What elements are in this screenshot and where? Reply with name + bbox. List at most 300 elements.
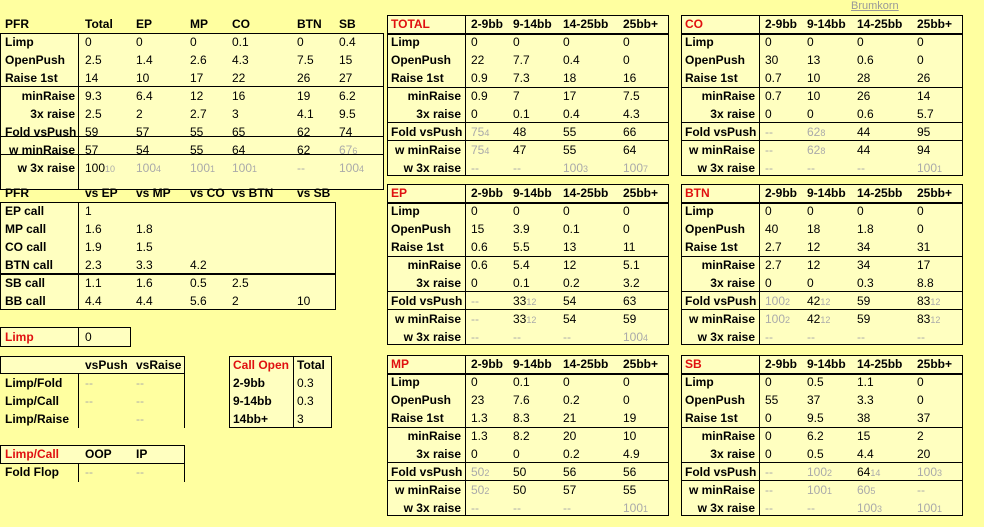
value-cell: 0: [471, 447, 478, 461]
value-cell: 13: [807, 53, 821, 67]
pos-title: BTN: [685, 186, 710, 200]
sample-size: 8: [820, 128, 826, 138]
value-cell: 2.6: [190, 53, 207, 67]
value-cell: --: [136, 412, 144, 426]
value-cell: 0.5: [807, 447, 824, 461]
value-cell: 0: [765, 276, 772, 290]
sample-size: 6: [352, 146, 358, 156]
value-cell: 47: [513, 143, 527, 157]
col-header: 2-9bb: [471, 186, 504, 200]
pfr-title: PFR: [5, 17, 29, 31]
value-cell: --: [765, 330, 773, 344]
value-cell: 14: [85, 71, 99, 85]
col-header: vs SB: [297, 186, 331, 200]
divider: [184, 374, 185, 428]
value-cell: 1001: [232, 161, 258, 175]
value-cell: 0: [765, 447, 772, 461]
divider: [78, 327, 79, 347]
value-cell: 6.4: [136, 89, 153, 103]
value-cell: --: [136, 394, 144, 408]
sample-size: 2: [785, 297, 791, 307]
row-label: OpenPush: [391, 393, 452, 407]
value-cell: 0.1: [513, 276, 530, 290]
divider: [78, 464, 79, 482]
value-cell: 0: [471, 276, 478, 290]
value-cell: 628: [807, 125, 826, 139]
sample-size: 14: [870, 468, 881, 478]
row-label: minRaise: [407, 429, 461, 443]
value-cell: 0.3: [297, 394, 314, 408]
value-cell: --: [85, 376, 93, 390]
row-label: w 3x raise: [697, 501, 755, 515]
col-header: 14-25bb: [563, 17, 609, 31]
value-cell: 44: [857, 125, 871, 139]
row-label: minRaise: [407, 89, 461, 103]
value-cell: 3312: [513, 294, 537, 308]
value-cell: 55: [765, 393, 779, 407]
limp-call-title: Limp/Call: [5, 447, 60, 461]
sample-size: 4: [484, 128, 490, 138]
row-label: w minRaise: [8, 143, 75, 157]
value-cell: --: [857, 161, 865, 175]
value-cell: 0.5: [190, 276, 207, 290]
row-label: OpenPush: [391, 222, 452, 236]
sample-size: 1: [210, 164, 216, 174]
sample-size: 8: [820, 146, 826, 156]
value-cell: 0.6: [857, 53, 874, 67]
value-cell: --: [471, 501, 479, 515]
value-cell: 4.3: [232, 53, 249, 67]
pfr-col-header: MP: [190, 17, 208, 31]
value-cell: 7.3: [513, 71, 530, 85]
row-label: w 3x raise: [403, 501, 461, 515]
value-cell: 30: [765, 53, 779, 67]
pos-title: TOTAL: [391, 17, 430, 31]
value-cell: 1.5: [136, 240, 153, 254]
value-cell: 10: [807, 71, 821, 85]
value-cell: 50: [513, 465, 527, 479]
row-label: minRaise: [701, 89, 755, 103]
value-cell: 55: [190, 125, 204, 139]
value-cell: --: [857, 330, 865, 344]
value-cell: 18: [807, 222, 821, 236]
divider: [293, 356, 294, 428]
row-label: Limp: [685, 375, 714, 389]
value-cell: 16: [623, 71, 637, 85]
value-cell: 8.8: [917, 276, 934, 290]
value-cell: 0: [623, 53, 630, 67]
limp-label: Limp: [5, 330, 34, 344]
value-cell: --: [807, 161, 815, 175]
value-cell: 1004: [136, 161, 162, 175]
value-cell: 0.1: [513, 375, 530, 389]
row-label: CO call: [5, 240, 47, 254]
value-cell: 1.6: [85, 222, 102, 236]
row-label: 3x raise: [416, 447, 461, 461]
value-cell: --: [471, 312, 479, 326]
col-header: 9-14bb: [807, 186, 846, 200]
value-cell: --: [471, 161, 479, 175]
value-cell: 0: [765, 429, 772, 443]
value-cell: 54: [563, 294, 577, 308]
pfr-col-header: Total: [85, 17, 113, 31]
row-label: Fold vsPush: [5, 125, 77, 139]
sample-size: 4: [643, 333, 649, 343]
value-cell: 0.9: [471, 89, 488, 103]
row-label: Raise 1st: [391, 71, 444, 85]
value-cell: --: [807, 501, 815, 515]
row-label: OpenPush: [685, 393, 746, 407]
value-cell: 2.3: [85, 258, 102, 272]
value-cell: 5.4: [513, 258, 530, 272]
value-cell: --: [917, 330, 925, 344]
value-cell: 0: [623, 375, 630, 389]
sample-size: 12: [820, 297, 831, 307]
row-label: 3x raise: [416, 276, 461, 290]
pos-title: CO: [685, 17, 703, 31]
pfr-col-header: CO: [232, 17, 250, 31]
value-cell: 62: [297, 143, 311, 157]
pos-title: SB: [685, 357, 702, 371]
value-cell: 4.4: [857, 447, 874, 461]
value-cell: 0.3: [297, 376, 314, 390]
value-cell: 0: [623, 204, 630, 218]
value-cell: 502: [471, 465, 490, 479]
col-header: 25bb+: [917, 357, 953, 371]
value-cell: --: [563, 330, 571, 344]
value-cell: 8.2: [513, 429, 530, 443]
divider: [759, 15, 760, 176]
value-cell: 50: [513, 483, 527, 497]
sample-size: 3: [583, 164, 589, 174]
row-label: minRaise: [407, 258, 461, 272]
row-label: w minRaise: [394, 143, 461, 157]
value-cell: 48: [513, 125, 527, 139]
value-cell: 0: [136, 35, 143, 49]
value-cell: 57: [136, 125, 150, 139]
value-cell: 1004: [623, 330, 649, 344]
row-label: OpenPush: [5, 53, 66, 67]
row-label: Limp: [391, 204, 420, 218]
row-label: 3x raise: [710, 107, 755, 121]
value-cell: 57: [85, 143, 99, 157]
value-cell: 4212: [807, 294, 831, 308]
value-cell: 0: [765, 411, 772, 425]
value-cell: 56: [563, 465, 577, 479]
col-header: 2-9bb: [471, 17, 504, 31]
sample-size: 12: [930, 297, 941, 307]
value-cell: 55: [623, 483, 637, 497]
value-cell: 13: [563, 240, 577, 254]
value-cell: 12: [807, 240, 821, 254]
col-header: vs BTN: [232, 186, 274, 200]
value-cell: 0: [917, 393, 924, 407]
value-cell: 0.6: [857, 107, 874, 121]
row-label: 14bb+: [233, 412, 269, 426]
value-cell: 11: [623, 240, 636, 254]
value-cell: --: [765, 143, 773, 157]
value-cell: 0: [917, 375, 924, 389]
row-label: OpenPush: [685, 222, 746, 236]
value-cell: 12: [807, 258, 821, 272]
value-cell: 12: [190, 89, 204, 103]
value-cell: 0.3: [857, 276, 874, 290]
row-label: Fold Flop: [5, 465, 59, 479]
row-label: OpenPush: [685, 53, 746, 67]
sample-size: 2: [484, 468, 490, 478]
sample-size: 10: [105, 164, 116, 174]
value-cell: 1.1: [85, 276, 102, 290]
divider: [78, 202, 79, 310]
sample-size: 7: [643, 164, 649, 174]
col-header: vs MP: [136, 186, 171, 200]
row-label: Raise 1st: [685, 411, 738, 425]
row-label: w minRaise: [394, 312, 461, 326]
value-cell: 1001: [807, 483, 833, 497]
value-cell: 628: [807, 143, 826, 157]
row-label: Limp/Call: [5, 394, 60, 408]
call-open-title: Call Open: [233, 358, 290, 372]
value-cell: 27: [339, 71, 353, 85]
value-cell: 56: [623, 465, 637, 479]
col-header: 2-9bb: [471, 357, 504, 371]
sample-size: 1: [937, 164, 943, 174]
value-cell: 10010: [85, 161, 116, 175]
value-cell: 2: [917, 429, 924, 443]
value-cell: 1002: [765, 294, 791, 308]
value-cell: 1.6: [136, 276, 153, 290]
row-label: EP call: [5, 204, 45, 218]
value-cell: 0.6: [471, 258, 488, 272]
pfr-col-header: EP: [136, 17, 153, 31]
row-label: Raise 1st: [391, 240, 444, 254]
col-header: 2-9bb: [765, 186, 798, 200]
col-header: 14-25bb: [563, 186, 609, 200]
value-cell: 0.5: [807, 375, 824, 389]
value-cell: 16: [232, 89, 246, 103]
value-cell: 0: [917, 222, 924, 236]
row-label: BTN call: [5, 258, 54, 272]
value-cell: --: [765, 465, 773, 479]
row-label: 2-9bb: [233, 376, 266, 390]
value-cell: 12: [563, 258, 577, 272]
value-cell: 0: [765, 107, 772, 121]
col-header: IP: [136, 447, 148, 461]
sample-size: 5: [870, 486, 876, 496]
sample-size: 4: [359, 164, 365, 174]
value-cell: 6.2: [339, 89, 356, 103]
col-header: 9-14bb: [513, 17, 552, 31]
value-cell: --: [765, 125, 773, 139]
row-label: w minRaise: [688, 312, 755, 326]
value-cell: 15: [339, 53, 353, 67]
value-cell: --: [85, 394, 93, 408]
value-cell: 0: [623, 393, 630, 407]
row-label: Fold vsPush: [685, 465, 757, 479]
col-header: 9-14bb: [513, 357, 552, 371]
value-cell: 4212: [807, 312, 831, 326]
row-label: 3x raise: [710, 276, 755, 290]
value-cell: 1002: [807, 465, 833, 479]
value-cell: 62: [297, 125, 311, 139]
value-cell: 0: [765, 375, 772, 389]
row-label: Limp: [391, 375, 420, 389]
value-cell: 10: [623, 429, 637, 443]
row-label: Limp: [685, 35, 714, 49]
value-cell: 0: [807, 276, 814, 290]
row-label: w 3x raise: [403, 161, 461, 175]
row-label: Limp/Fold: [5, 376, 63, 390]
value-cell: 0: [563, 35, 570, 49]
value-cell: 44: [857, 143, 871, 157]
value-cell: 1003: [857, 501, 883, 515]
value-cell: 1003: [917, 465, 943, 479]
divider: [759, 184, 760, 345]
value-cell: 4.9: [623, 447, 640, 461]
value-cell: 20: [917, 447, 931, 461]
value-cell: 1004: [339, 161, 365, 175]
value-cell: 0: [471, 204, 478, 218]
row-label: BB call: [5, 294, 46, 308]
divider: [465, 355, 466, 516]
row-label: 9-14bb: [233, 394, 272, 408]
value-cell: --: [765, 483, 773, 497]
sample-size: 4: [156, 164, 162, 174]
col-header: 9-14bb: [807, 357, 846, 371]
value-cell: 9.5: [807, 411, 824, 425]
value-cell: 0: [917, 53, 924, 67]
row-label: minRaise: [21, 89, 75, 103]
value-cell: 3: [232, 107, 239, 121]
value-cell: 1002: [765, 312, 791, 326]
row-label: minRaise: [701, 258, 755, 272]
value-cell: --: [563, 501, 571, 515]
value-cell: 26: [857, 89, 871, 103]
value-cell: 0: [623, 35, 630, 49]
col-header: 14-25bb: [857, 357, 903, 371]
col-header: 2-9bb: [765, 17, 798, 31]
value-cell: 19: [297, 89, 311, 103]
value-cell: 5.6: [190, 294, 207, 308]
value-cell: 37: [917, 411, 931, 425]
row-label: 3x raise: [30, 107, 75, 121]
value-cell: 10: [136, 71, 150, 85]
value-cell: 1003: [563, 161, 589, 175]
value-cell: --: [917, 483, 925, 497]
value-cell: --: [765, 161, 773, 175]
sample-size: 12: [526, 315, 537, 325]
value-cell: 59: [857, 312, 871, 326]
value-cell: 10: [297, 294, 311, 308]
value-cell: 28: [857, 71, 871, 85]
value-cell: 54: [136, 143, 150, 157]
value-cell: 0: [623, 222, 630, 236]
col-header: 25bb+: [623, 357, 659, 371]
col-header: 14-25bb: [857, 17, 903, 31]
sample-size: 1: [252, 164, 258, 174]
value-cell: 7.6: [513, 393, 530, 407]
value-cell: 0: [297, 35, 304, 49]
sample-size: 1: [827, 486, 833, 496]
value-cell: 64: [623, 143, 637, 157]
value-cell: 1: [85, 204, 92, 218]
value-cell: 6.2: [807, 429, 824, 443]
row-label: w 3x raise: [697, 161, 755, 175]
pfr-col-header: SB: [339, 17, 356, 31]
value-cell: --: [513, 501, 521, 515]
col-header: 25bb+: [917, 17, 953, 31]
col-header: 14-25bb: [857, 186, 903, 200]
value-cell: 3.2: [623, 276, 640, 290]
value-cell: 754: [471, 143, 490, 157]
sample-size: 12: [526, 297, 537, 307]
value-cell: 9.3: [85, 89, 102, 103]
value-cell: 8312: [917, 294, 941, 308]
value-cell: 59: [857, 294, 871, 308]
value-cell: 17: [917, 258, 931, 272]
value-cell: 1001: [623, 501, 649, 515]
value-cell: 0.2: [563, 276, 580, 290]
value-cell: 26: [917, 71, 931, 85]
col-header: vs CO: [190, 186, 225, 200]
value-cell: 9.5: [339, 107, 356, 121]
value-cell: 26: [297, 71, 311, 85]
value-cell: 1001: [190, 161, 216, 175]
value-cell: 0: [807, 107, 814, 121]
value-cell: --: [513, 330, 521, 344]
row-label: OpenPush: [391, 53, 452, 67]
value-cell: 0: [857, 35, 864, 49]
value-cell: 2: [136, 107, 143, 121]
value-cell: 4.4: [85, 294, 102, 308]
value-cell: 605: [857, 483, 876, 497]
sample-size: 1: [643, 504, 649, 514]
row-label: Fold vsPush: [391, 294, 463, 308]
value-cell: 18: [563, 71, 577, 85]
value-cell: 5.1: [623, 258, 640, 272]
value-cell: 3.3: [136, 258, 153, 272]
value-cell: 0.4: [339, 35, 356, 49]
sample-size: 12: [930, 315, 941, 325]
call-open-col: Total: [297, 358, 325, 372]
col-header: 25bb+: [917, 186, 953, 200]
value-cell: 55: [563, 143, 577, 157]
author-link[interactable]: Brumkorn: [851, 0, 899, 12]
row-label: Raise 1st: [685, 71, 738, 85]
row-label: 3x raise: [416, 107, 461, 121]
value-cell: --: [297, 161, 305, 175]
value-cell: 15: [857, 429, 871, 443]
value-cell: 54: [563, 312, 577, 326]
row-label: Fold vsPush: [391, 465, 463, 479]
sample-size: 3: [937, 468, 943, 478]
value-cell: 0: [513, 35, 520, 49]
value-cell: 0: [563, 375, 570, 389]
value-cell: 74: [339, 125, 353, 139]
value-cell: 22: [232, 71, 246, 85]
value-cell: --: [807, 330, 815, 344]
value-cell: 0: [807, 204, 814, 218]
value-cell: 0: [471, 107, 478, 121]
value-cell: 38: [857, 411, 871, 425]
row-label: Raise 1st: [685, 240, 738, 254]
value-cell: 3: [297, 412, 304, 426]
col-header: vsRaise: [136, 358, 182, 372]
value-cell: 2.5: [85, 53, 102, 67]
value-cell: 754: [471, 125, 490, 139]
value-cell: 94: [917, 143, 931, 157]
row-label: w minRaise: [394, 483, 461, 497]
